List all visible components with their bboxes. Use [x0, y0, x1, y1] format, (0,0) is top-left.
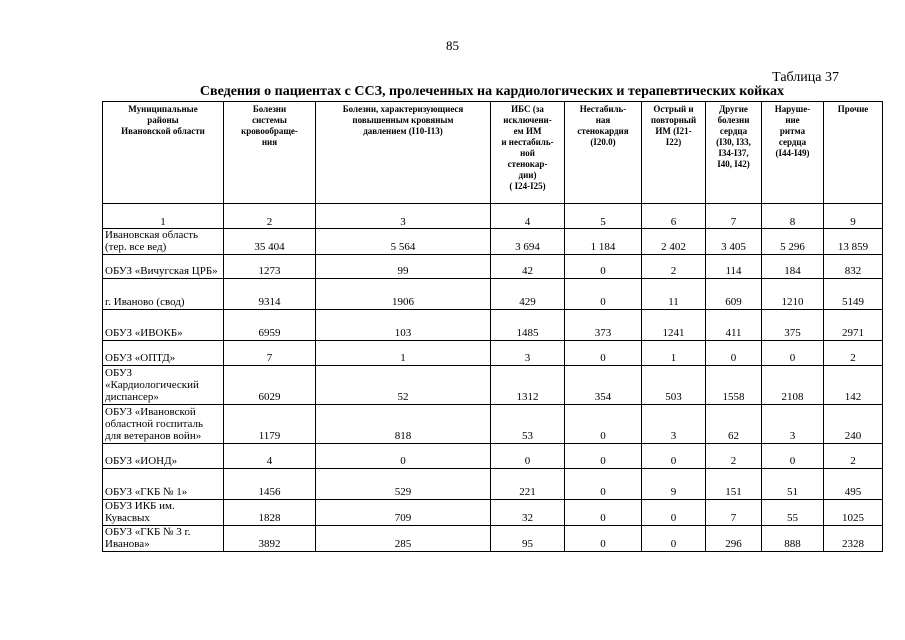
table-row [103, 444, 883, 469]
table-cell: 2 [824, 444, 883, 469]
table-cell: 2108 [762, 366, 824, 405]
table-row [103, 405, 883, 444]
table-cell: 221 [491, 469, 565, 500]
table-cell: 95 [491, 526, 565, 552]
table-cell: 0 [706, 341, 762, 366]
header-cell: ИБС (за исключени- ем ИМ и нестабиль- ной стенокар- дии) ( I24-I25) [491, 102, 565, 204]
header-cell: Нестабиль- ная стенокардия (I20.0) [565, 102, 642, 204]
table-cell: 1210 [762, 279, 824, 310]
row-name: ОБУЗ «Вичугская ЦРБ» [103, 255, 224, 279]
table-cell: 7 [224, 341, 316, 366]
column-number: 2 [224, 204, 316, 229]
column-number: 1 [103, 204, 224, 229]
table-cell: 114 [706, 255, 762, 279]
table-cell: 0 [316, 444, 491, 469]
table-cell: 429 [491, 279, 565, 310]
table-cell: 0 [565, 255, 642, 279]
table-cell: 51 [762, 469, 824, 500]
row-name: Ивановская область (тер. все вед) [103, 229, 224, 255]
table-cell: 2971 [824, 310, 883, 341]
table-cell: 285 [316, 526, 491, 552]
table-cell: 0 [565, 405, 642, 444]
table-cell: 5 564 [316, 229, 491, 255]
row-name: ОБУЗ ИКБ им. Кувасвых [103, 500, 224, 526]
table-cell: 55 [762, 500, 824, 526]
column-number: 3 [316, 204, 491, 229]
table-cell: 6029 [224, 366, 316, 405]
row-name: ОБУЗ «ИВОКБ» [103, 310, 224, 341]
table-cell: 0 [642, 500, 706, 526]
table-cell: 503 [642, 366, 706, 405]
table-cell: 373 [565, 310, 642, 341]
header-row [103, 102, 883, 204]
table-cell: 495 [824, 469, 883, 500]
table-cell: 1558 [706, 366, 762, 405]
table-cell: 3 694 [491, 229, 565, 255]
column-number: 5 [565, 204, 642, 229]
row-name: г. Иваново (свод) [103, 279, 224, 310]
table-cell: 2328 [824, 526, 883, 552]
table-row [103, 526, 883, 552]
table-cell: 103 [316, 310, 491, 341]
table-cell: 1906 [316, 279, 491, 310]
table-cell: 3 [762, 405, 824, 444]
table-cell: 888 [762, 526, 824, 552]
table-cell: 3 [642, 405, 706, 444]
table-cell: 0 [491, 444, 565, 469]
column-number: 7 [706, 204, 762, 229]
table-cell: 0 [565, 279, 642, 310]
table-cell: 53 [491, 405, 565, 444]
table-row [103, 255, 883, 279]
row-name: ОБУЗ «ОПТД» [103, 341, 224, 366]
row-name: ОБУЗ «ИОНД» [103, 444, 224, 469]
table-cell: 709 [316, 500, 491, 526]
table-cell: 6959 [224, 310, 316, 341]
table-cell: 99 [316, 255, 491, 279]
table-cell: 2 402 [642, 229, 706, 255]
table-cell: 0 [565, 341, 642, 366]
table-cell: 11 [642, 279, 706, 310]
table-cell: 296 [706, 526, 762, 552]
table-cell: 832 [824, 255, 883, 279]
table-cell: 1456 [224, 469, 316, 500]
header-cell: Другие болезни сердца (I30, I33, I34-I37, I40, I42) [706, 102, 762, 204]
table-cell: 1 184 [565, 229, 642, 255]
row-name: ОБУЗ «Кардиологический диспансер» [103, 366, 224, 405]
table-cell: 3 405 [706, 229, 762, 255]
table-cell: 240 [824, 405, 883, 444]
table-cell: 5149 [824, 279, 883, 310]
table-cell: 2 [706, 444, 762, 469]
table-cell: 529 [316, 469, 491, 500]
table-cell: 0 [642, 526, 706, 552]
table-cell: 0 [565, 444, 642, 469]
header-cell: Болезни системы кровообраще- ния [224, 102, 316, 204]
table-cell: 1 [642, 341, 706, 366]
table-cell: 1025 [824, 500, 883, 526]
table-cell: 3892 [224, 526, 316, 552]
table-row [103, 310, 883, 341]
table-cell: 9 [642, 469, 706, 500]
row-name: ОБУЗ «ГКБ № 1» [103, 469, 224, 500]
table-row [103, 229, 883, 255]
table-row [103, 279, 883, 310]
table-cell: 411 [706, 310, 762, 341]
table-cell: 375 [762, 310, 824, 341]
table-cell: 1 [316, 341, 491, 366]
table-cell: 35 404 [224, 229, 316, 255]
table-cell: 0 [565, 500, 642, 526]
table-cell: 62 [706, 405, 762, 444]
row-name: ОБУЗ «Ивановской областной госпиталь для ветеранов войн» [103, 405, 224, 444]
table-cell: 4 [224, 444, 316, 469]
header-cell: Острый и повторный ИМ (I21- I22) [642, 102, 706, 204]
table-cell: 1241 [642, 310, 706, 341]
table-cell: 0 [565, 526, 642, 552]
table-cell: 2 [824, 341, 883, 366]
column-number-row [103, 204, 883, 229]
table-cell: 1828 [224, 500, 316, 526]
header-cell: Муниципальные районы Ивановской области [103, 102, 224, 204]
table-cell: 0 [762, 444, 824, 469]
table-row [103, 341, 883, 366]
table-row [103, 469, 883, 500]
header-cell: Болезни, характеризующиеся повышенным кровяным давлением (I10-I13) [316, 102, 491, 204]
table-cell: 3 [491, 341, 565, 366]
table-cell: 609 [706, 279, 762, 310]
table-cell: 5 296 [762, 229, 824, 255]
table-cell: 1179 [224, 405, 316, 444]
table-cell: 13 859 [824, 229, 883, 255]
table-cell: 151 [706, 469, 762, 500]
table-row [103, 366, 883, 405]
table-cell: 0 [762, 341, 824, 366]
table-cell: 354 [565, 366, 642, 405]
table-cell: 1312 [491, 366, 565, 405]
table-cell: 52 [316, 366, 491, 405]
page-number: 85 [446, 38, 459, 53]
table-cell: 818 [316, 405, 491, 444]
column-number: 9 [824, 204, 883, 229]
table-cell: 0 [642, 444, 706, 469]
table-cell: 1273 [224, 255, 316, 279]
header-cell: Прочие [824, 102, 883, 204]
table-cell: 184 [762, 255, 824, 279]
column-number: 8 [762, 204, 824, 229]
table-cell: 142 [824, 366, 883, 405]
column-number: 6 [642, 204, 706, 229]
table-cell: 0 [565, 469, 642, 500]
table-row [103, 500, 883, 526]
row-name: ОБУЗ «ГКБ № 3 г. Иванова» [103, 526, 224, 552]
table-cell: 42 [491, 255, 565, 279]
header-cell: Наруше- ние ритма сердца (I44-I49) [762, 102, 824, 204]
table-cell: 9314 [224, 279, 316, 310]
table-cell: 7 [706, 500, 762, 526]
table-cell: 2 [642, 255, 706, 279]
table-cell: 32 [491, 500, 565, 526]
column-number: 4 [491, 204, 565, 229]
table-cell: 1485 [491, 310, 565, 341]
table-label: Таблица 37 [772, 70, 839, 85]
table-title: Сведения о пациентах с ССЗ, пролеченных на кардиологических и терапевтических койках [199, 84, 785, 99]
patients-table [102, 101, 883, 552]
